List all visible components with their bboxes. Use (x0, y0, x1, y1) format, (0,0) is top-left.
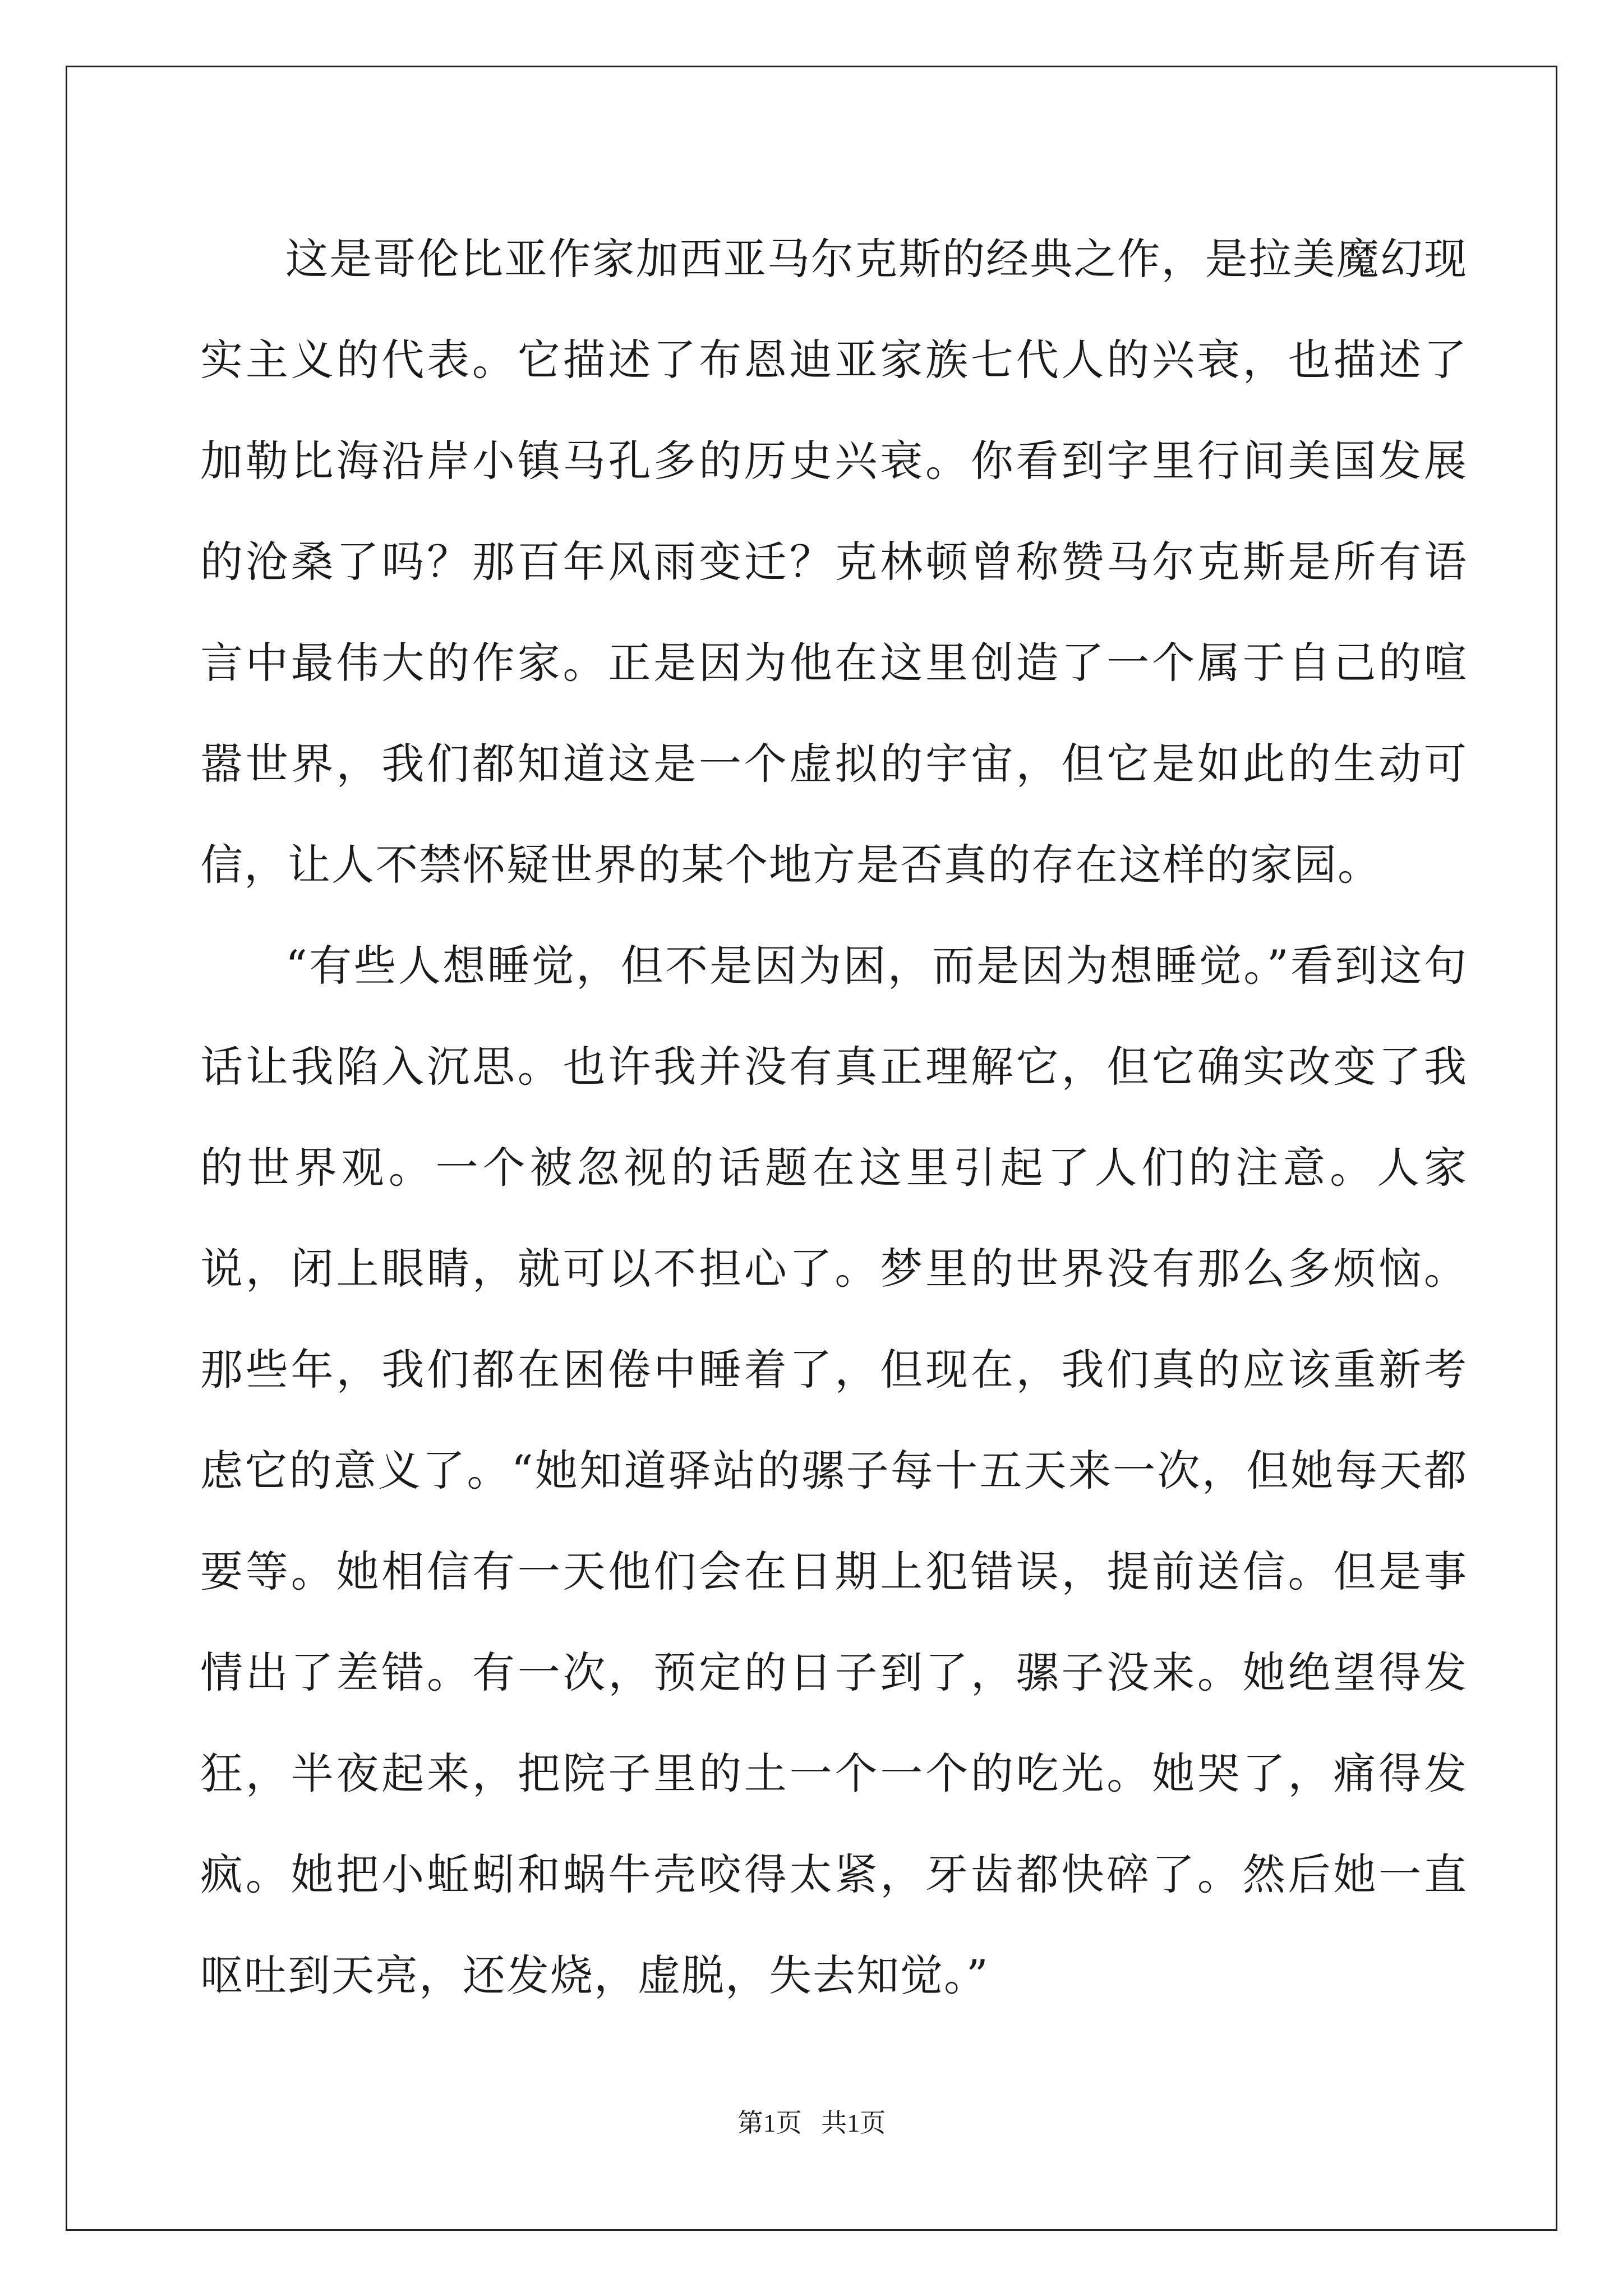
paragraph-1: 这是哥伦比亚作家加西亚马尔克斯的经典之作，是拉美魔幻现实主义的代表。它描述了布恩迪亚家族七代人的兴衰，也描述了加勒比海沿岸小镇马孔多的历史兴衰。你看到字里行间美国发展的沧桑了吗？那百年风雨变迁？克林顿曾称赞马尔克斯是所有语言中最伟大的作家。正是因为他在这里创造了一个属于自己的喧嚣世界，我们都知道这是一个虚拟的宇宙，但它是如此的生动可信，让人不禁怀疑世界的某个地方是否真的存在这样的家园。 (200, 234, 1468, 890)
paragraph-2: “有些人想睡觉，但不是因为困，而是因为想睡觉。”看到这句话让我陷入沉思。也许我并没有真正理解它，但它确实改变了我的世界观。一个被忽视的话题在这里引起了人们的注意。人家说，闭上眼睛，就可以不担心了。梦里的世界没有那么多烦恼。那些年，我们都在困倦中睡着了，但现在，我们真的应该重新考虑它的意义了。“她知道驿站的骡子每十五天来一次，但她每天都要等。她相信有一天他们会在日期上犯错误，提前送信。但是事情出了差错。有一次，预定的日子到了，骡子没来。她绝望得发狂，半夜起来，把院子里的土一个一个的吃光。她哭了，痛得发疯。她把小蚯蚓和蜗牛壳咬得太紧，牙齿都快碎了。然后她一直呕吐到天亮，还发烧，虚脱，失去知觉。” (200, 941, 1468, 2000)
page-number: 第1页 共1页 (737, 2109, 886, 2137)
document-body (200, 209, 1468, 2026)
